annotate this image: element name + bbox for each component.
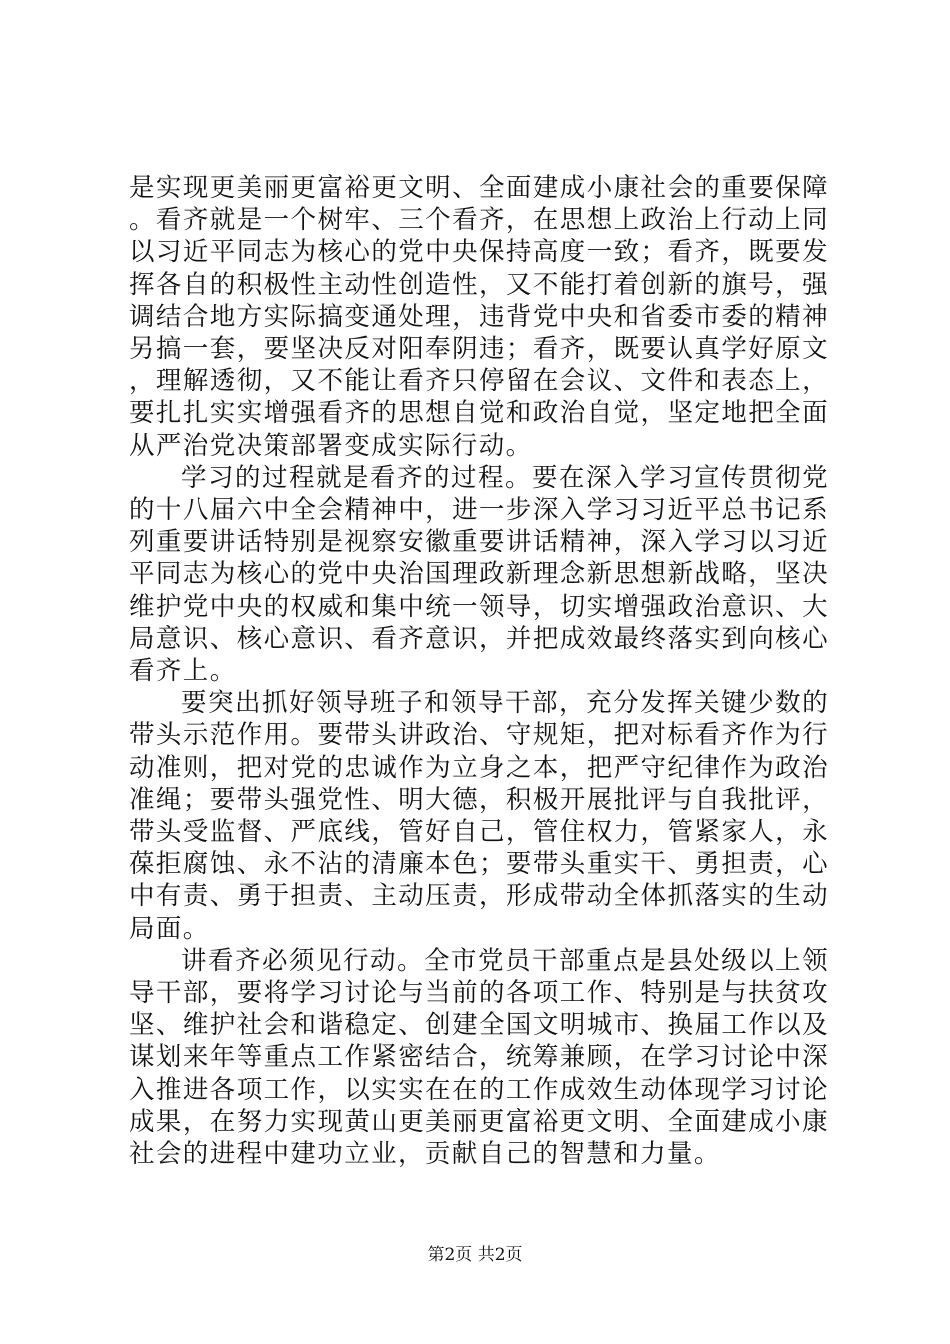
document-body: [129, 172, 829, 1170]
paragraph-2: 学习的过程就是看齐的过程。要在深入学习宣传贯彻党的十八届六中全会精神中，进一步深入学习习近平总书记系列重要讲话特别是视察安徽重要讲话精神，深入学习以习近平同志为核心的党中央治国理政新理念新思想新战略，坚决维护党中央的权威和集中统一领导，切实增强政治意识、大局意识、核心意识、看齐意识，并把成效最终落实到向核心看齐上。: [129, 462, 829, 687]
paragraph-3: 要突出抓好领导班子和领导干部，充分发挥关键少数的带头示范作用。要带头讲政治、守规矩，把对标看齐作为行动准则，把对党的忠诚作为立身之本，把严守纪律作为政治准绳；要带头强党性、明大德，积极开展批评与自我批评，带头受监督、严底线，管好自己，管住权力，管紧家人，永葆拒腐蚀、永不沾的清廉本色；要带头重实干、勇担责，心中有责、勇于担责、主动压责，形成带动全体抓落实的生动局面。: [129, 688, 829, 944]
paragraph-1: 是实现更美丽更富裕更文明、全面建成小康社会的重要保障。看齐就是一个树牢、三个看齐，在思想上政治上行动上同以习近平同志为核心的党中央保持高度一致；看齐，既要发挥各自的积极性主动性创造性，又不能打着创新的旗号，强调结合地方实际搞变通处理，违背党中央和省委市委的精神另搞一套，要坚决反对阳奉阴违；看齐，既要认真学好原文，理解透彻，又不能让看齐只停留在会议、文件和表态上，要扎扎实实增强看齐的思想自觉和政治自觉，坚定地把全面从严治党决策部署变成实际行动。: [129, 173, 829, 461]
page-footer: 第2页 共2页: [427, 1245, 523, 1265]
paragraph-4: 讲看齐必须见行动。全市党员干部重点是县处级以上领导干部，要将学习讨论与当前的各项工作、特别是与扶贫攻坚、维护社会和谐稳定、创建全国文明城市、换届工作以及谋划来年等重点工作紧密结合，统筹兼顾，在学习讨论中深入推进各项工作，以实实在在的工作成效生动体现学习讨论成果，在努力实现黄山更美丽更富裕更文明、全面建成小康社会的进程中建功立业，贡献自己的智慧和力量。: [129, 945, 829, 1170]
